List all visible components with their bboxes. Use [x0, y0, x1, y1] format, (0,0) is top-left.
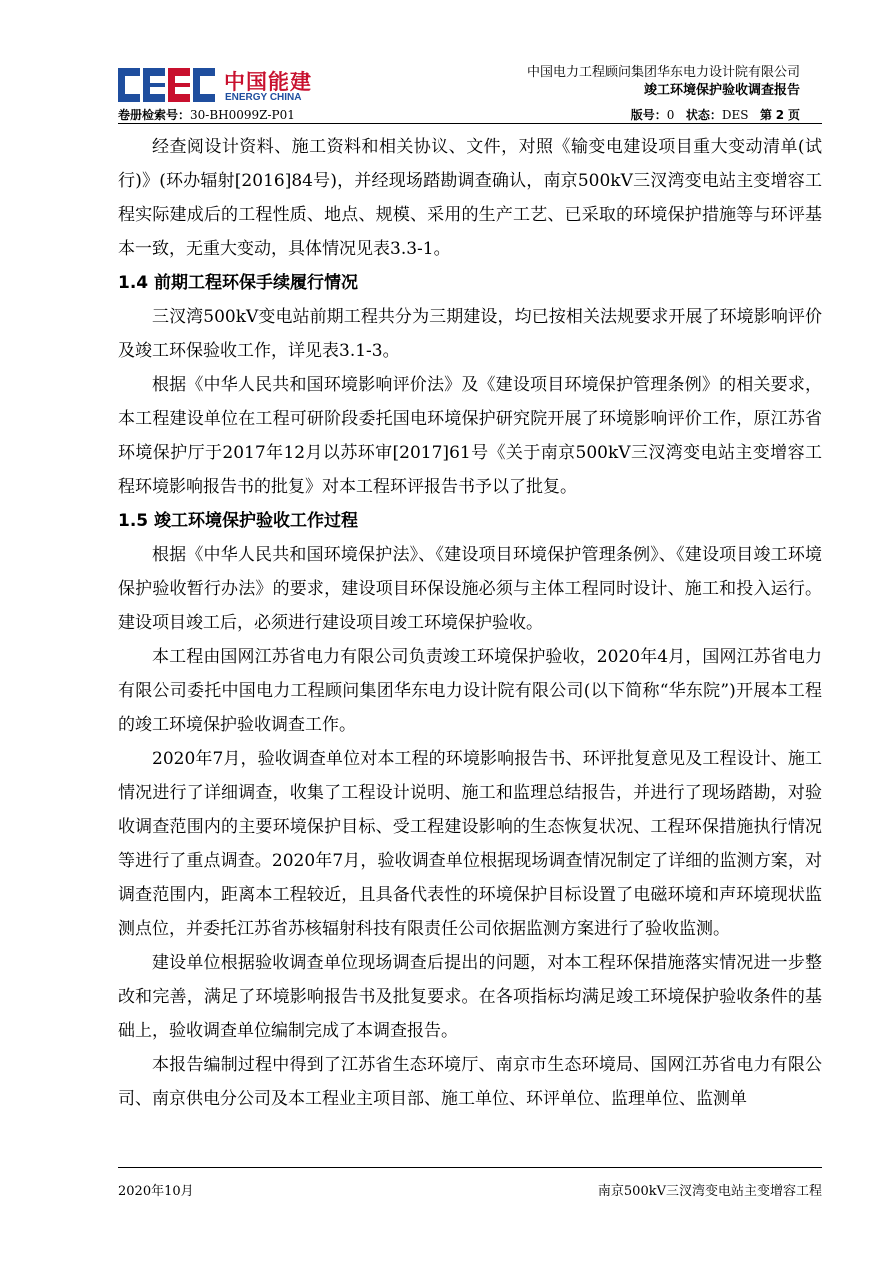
paragraph-4: 根据《中华人民共和国环境保护法》、《建设项目环境保护管理条例》、《建设项目竣工环境保护验收暂行办法》的要求，建设项目环保设施必须与主体工程同时设计、施工和投入运行。建设项目竣工后，必须进行建设项目竣工环境保护验收。 [118, 545, 822, 633]
paragraph-6: 2020年7月，验收调查单位对本工程的环境影响报告书、环评批复意见及工程设计、施工情况进行了详细调查，收集了工程设计说明、施工和监理总结报告，并进行了现场踏勘，对验收调查范围内的主要环境保护目标、受工程建设影响的生态恢复状况、工程环保措施执行情况等进行了重点调查。2020年7月，验收调查单位根据现场调查情况制定了详细的监测方案，对调查范围内，距离本工程较近，且具备代表性的环境保护目标设置了电磁环境和声环境现状监测点位，并委托江苏省苏核辐射科技有限责任公司依据监测方案进行了验收监测。 [118, 749, 822, 939]
header-meta-row [118, 106, 822, 122]
footer-project-name: 南京500kV三汊湾变电站主变增容工程 [597, 1184, 822, 1199]
header-report-title: 竣工环境保护验收调查报告 [643, 83, 800, 98]
status-value: DES [721, 108, 749, 122]
paragraph-1: 经查阅设计资料、施工资料和相关协议、文件，对照《输变电建设项目重大变动清单(试行)》(环办辐射[2016]84号)，并经现场踏勘调查确认，南京500kV三汊湾变电站主变增容工程实际建成后的工程性质、地点、规模、采用的生产工艺、已采取的环境保护措施等与环评基本一致，无重大变动，具体情况见表3.3-1。 [118, 137, 822, 259]
volume-index-value: 30-BH0099Z-P01 [190, 108, 295, 122]
paragraph-2: 三汊湾500kV变电站前期工程共分为三期建设，均已按相关法规要求开展了环境影响评价及竣工环保验收工作，详见表3.1-3。 [118, 307, 822, 361]
header-company: 中国电力工程顾问集团华东电力设计院有限公司 [526, 65, 800, 80]
header-titles [380, 64, 800, 100]
page-prefix: 第 [759, 108, 772, 122]
header-divider [118, 123, 822, 124]
section-heading-1-4: 1.4 前期工程环保手续履行情况 [118, 273, 359, 293]
paragraph-8: 本报告编制过程中得到了江苏省生态环境厅、南京市生态环境局、国网江苏省电力有限公司、南京供电分公司及本工程业主项目部、施工单位、环评单位、监理单位、监测单 [118, 1055, 822, 1109]
version-status-page [631, 106, 800, 123]
footer-date: 2020年10月 [118, 1184, 194, 1199]
paragraph-5: 本工程由国网江苏省电力有限公司负责竣工环境保护验收，2020年4月，国网江苏省电力有限公司委托中国电力工程顾问集团华东电力设计院有限公司(以下简称“华东院”)开展本工程的竣工环境保护验收调查工作。 [118, 647, 822, 735]
version-label: 版号： [630, 108, 667, 122]
section-heading-1-5: 1.5 竣工环境保护验收工作过程 [118, 511, 359, 531]
version-value: 0 [666, 108, 675, 122]
volume-index [118, 106, 295, 123]
energy-china-logo [118, 64, 318, 108]
paragraph-3: 根据《中华人民共和国环境影响评价法》及《建设项目环境保护管理条例》的相关要求，本工程建设单位在工程可研阶段委托国电环境保护研究院开展了环境影响评价工作，原江苏省环境保护厅于2017年12月以苏环审[2017]61号《关于南京500kV三汊湾变电站主变增容工程环境影响报告书的批复》对本工程环评报告书予以了批复。 [118, 375, 822, 497]
volume-index-label: 卷册检索号： [118, 108, 191, 122]
page-header [118, 62, 822, 122]
footer-divider [118, 1167, 822, 1168]
document-body [118, 130, 822, 1116]
logo-english-text: ENERGY CHINA [225, 92, 302, 103]
ceec-logo-icon [118, 68, 218, 102]
logo-chinese-text: 中国能建 [224, 70, 312, 94]
status-label: 状态： [685, 108, 722, 122]
paragraph-7: 建设单位根据验收调查单位现场调查后提出的问题，对本工程环保措施落实情况进一步整改和完善，满足了环境影响报告书及批复要求。在各项指标均满足竣工环境保护验收条件的基础上，验收调查单位编制完成了本调查报告。 [118, 953, 822, 1041]
page-suffix: 页 [787, 108, 800, 122]
page-number: 2 [775, 108, 785, 122]
